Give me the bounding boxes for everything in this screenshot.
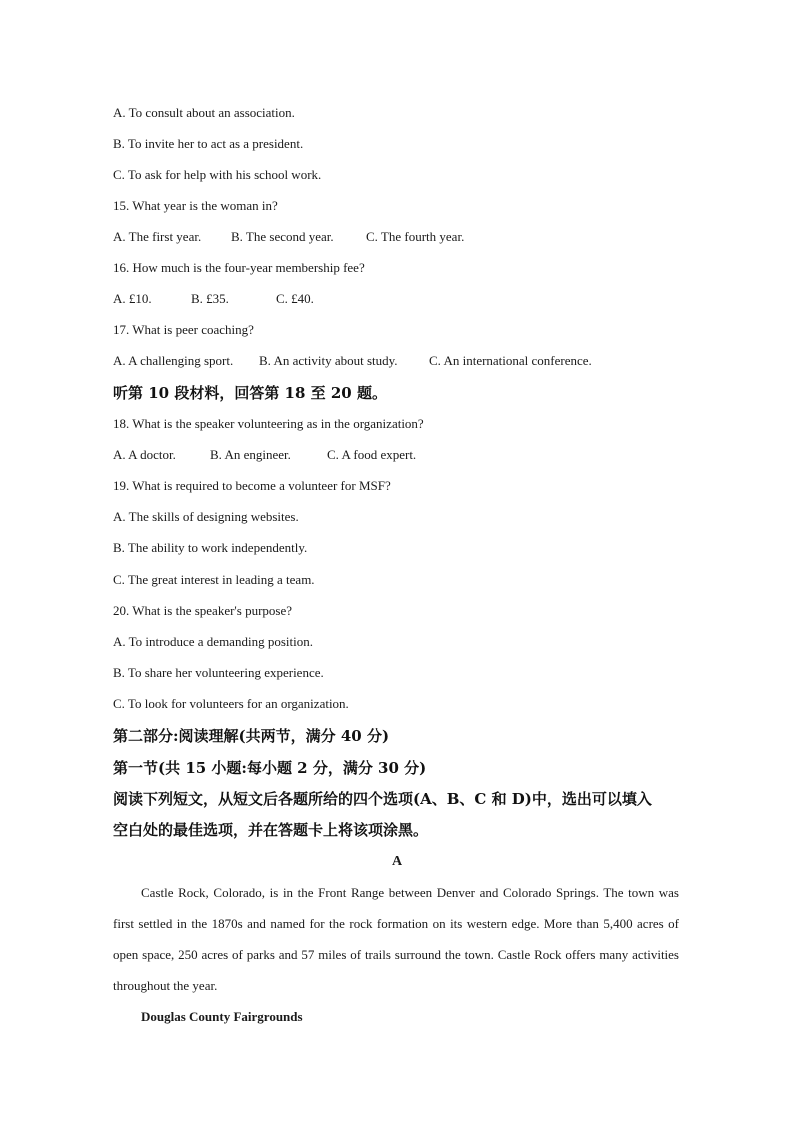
q15-options <box>113 229 464 245</box>
q17-option-c: C. An international conference. <box>429 353 592 368</box>
q16-option-a: A. £10. <box>113 291 152 306</box>
q18-option-c: C. A food expert. <box>327 447 417 462</box>
q17-question: 17. What is peer coaching? <box>113 322 254 337</box>
q15-option-b: B. The second year. <box>231 229 334 244</box>
q16-option-c: C. £40. <box>276 291 314 306</box>
instruction-line2: 空白处的最佳选项，并在答题卡上将该项涂黑。 <box>113 821 429 839</box>
q15-option-a: A. The first year. <box>113 229 202 244</box>
part2-heading: 第二部分:阅读理解(共两节，满分 40 分) <box>113 727 390 745</box>
q15-option-c: C. The fourth year. <box>366 229 465 244</box>
q20-option-a: A. To introduce a demanding position. <box>113 634 313 649</box>
q17-option-b: B. An activity about study. <box>259 353 398 368</box>
q20-option-c: C. To look for volunteers for an organization. <box>113 696 349 711</box>
q14-option-b: B. To invite her to act as a president. <box>113 136 304 151</box>
q19-question: 19. What is required to become a volunteer for MSF? <box>113 478 391 493</box>
section1-heading: 第一节(共 15 小题:每小题 2 分，满分 30 分) <box>113 759 427 777</box>
q19-option-b: B. The ability to work independently. <box>113 540 308 555</box>
q18-option-a: A. A doctor. <box>113 447 176 462</box>
passage-paragraph: Castle Rock, Colorado, is in the Front Range between Denver and Colorado Springs. The town was first settled in the 1870s and named for the rock formation on its western edge. More than 5,400 acres of open space, 250 acres of parks and 57 miles of trails surround the town. Castle Rock offers many activities throughout the year. <box>113 885 679 993</box>
q14-option-a: A. To consult about an association. <box>113 105 295 120</box>
q16-option-b: B. £35. <box>191 291 229 306</box>
section-subheading: Douglas County Fairgrounds <box>141 1009 303 1024</box>
q16-options <box>113 291 314 307</box>
q15-question: 15. What year is the woman in? <box>113 198 278 213</box>
q19-option-c: C. The great interest in leading a team. <box>113 572 315 587</box>
q14-option-c: C. To ask for help with his school work. <box>113 167 322 182</box>
q17-option-a: A. A challenging sport. <box>113 353 234 368</box>
q16-question: 16. How much is the four-year membership fee? <box>113 260 365 275</box>
q18-options <box>113 447 416 463</box>
q20-option-b: B. To share her volunteering experience. <box>113 665 324 680</box>
q18-question: 18. What is the speaker volunteering as in the organization? <box>113 416 424 431</box>
instruction-line1: 阅读下列短文，从短文后各题所给的四个选项(A、B、C 和 D)中，选出可以填入 <box>113 790 652 808</box>
q17-options <box>113 353 592 369</box>
q20-question: 20. What is the speaker's purpose? <box>113 603 292 618</box>
q19-option-a: A. The skills of designing websites. <box>113 509 299 524</box>
section10-heading: 听第 10 段材料，回答第 18 至 20 题。 <box>113 384 387 402</box>
q18-option-b: B. An engineer. <box>210 447 291 462</box>
passage-label: A <box>391 854 403 869</box>
